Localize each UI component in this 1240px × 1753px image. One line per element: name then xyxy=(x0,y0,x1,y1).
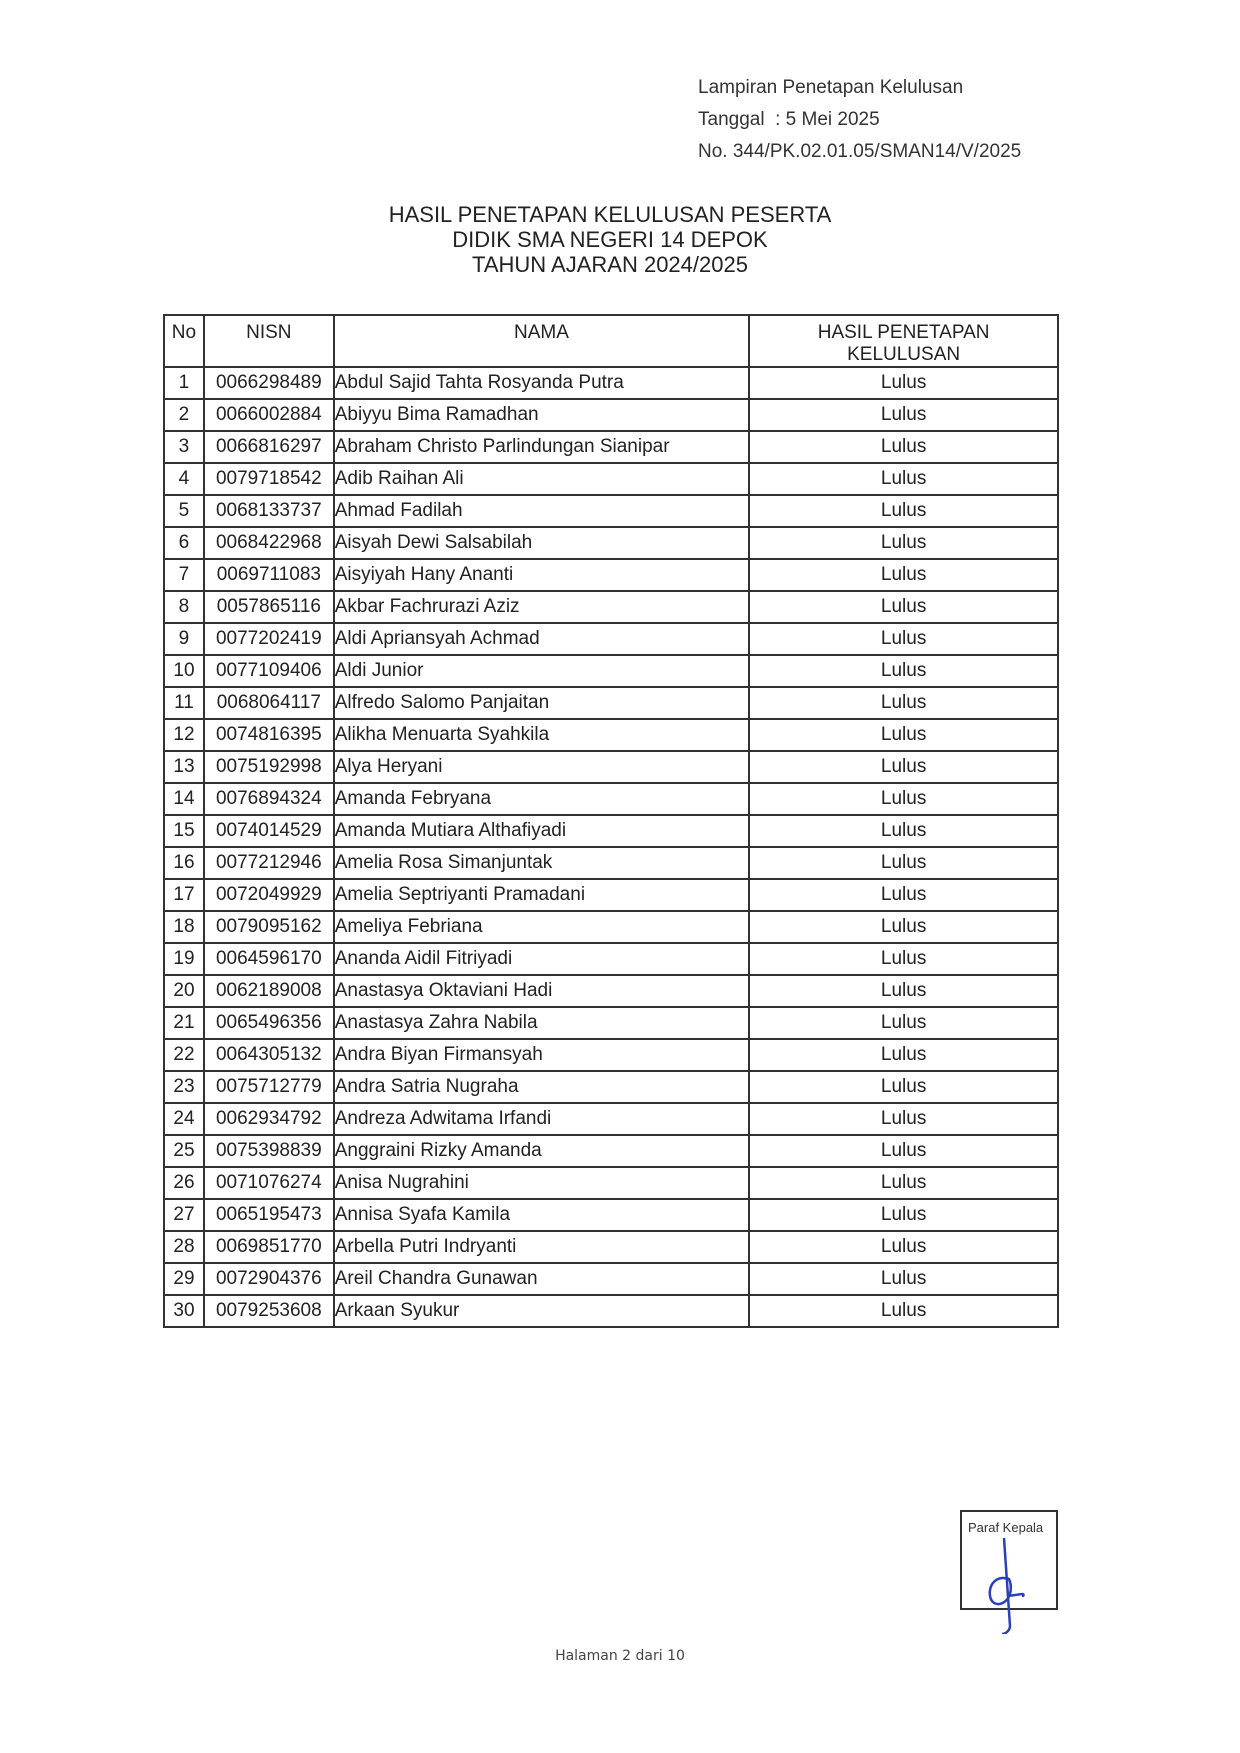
cell-no: 2 xyxy=(164,399,204,431)
cell-nisn: 0077212946 xyxy=(204,847,334,879)
table-row xyxy=(164,879,1058,911)
cell-nama: Annisa Syafa Kamila xyxy=(334,1199,749,1231)
table-row xyxy=(164,719,1058,751)
cell-nisn: 0065195473 xyxy=(204,1199,334,1231)
cell-nisn: 0077202419 xyxy=(204,623,334,655)
cell-nisn: 0065496356 xyxy=(204,1007,334,1039)
date-line: Tanggal : 5 Mei 2025 xyxy=(698,109,880,130)
cell-nama: Abraham Christo Parlindungan Sianipar xyxy=(334,431,749,463)
cell-no: 11 xyxy=(164,687,204,719)
cell-nisn: 0072049929 xyxy=(204,879,334,911)
cell-no: 16 xyxy=(164,847,204,879)
cell-nama: Abiyyu Bima Ramadhan xyxy=(334,399,749,431)
reference-block xyxy=(698,72,1021,168)
cell-nama: Andra Biyan Firmansyah xyxy=(334,1039,749,1071)
cell-nisn: 0068064117 xyxy=(204,687,334,719)
cell-result: Lulus xyxy=(749,1263,1058,1295)
cell-result: Lulus xyxy=(749,463,1058,495)
cell-nama: Andra Satria Nugraha xyxy=(334,1071,749,1103)
cell-no: 14 xyxy=(164,783,204,815)
table-row xyxy=(164,1039,1058,1071)
table-row xyxy=(164,463,1058,495)
cell-nama: Amanda Febryana xyxy=(334,783,749,815)
cell-result: Lulus xyxy=(749,815,1058,847)
cell-no: 27 xyxy=(164,1199,204,1231)
cell-result: Lulus xyxy=(749,1199,1058,1231)
cell-nisn: 0074816395 xyxy=(204,719,334,751)
cell-no: 9 xyxy=(164,623,204,655)
cell-result: Lulus xyxy=(749,367,1058,399)
table-row xyxy=(164,1295,1058,1327)
cell-no: 20 xyxy=(164,975,204,1007)
cell-result: Lulus xyxy=(749,783,1058,815)
table-row xyxy=(164,431,1058,463)
cell-nama: Amanda Mutiara Althafiyadi xyxy=(334,815,749,847)
cell-nisn: 0075712779 xyxy=(204,1071,334,1103)
cell-nisn: 0077109406 xyxy=(204,655,334,687)
cell-no: 25 xyxy=(164,1135,204,1167)
cell-nisn: 0064305132 xyxy=(204,1039,334,1071)
title-line-3: TAHUN AJARAN 2024/2025 xyxy=(472,252,748,277)
cell-result: Lulus xyxy=(749,431,1058,463)
cell-nama: Aldi Junior xyxy=(334,655,749,687)
cell-nisn: 0069711083 xyxy=(204,559,334,591)
cell-result: Lulus xyxy=(749,751,1058,783)
cell-result: Lulus xyxy=(749,655,1058,687)
cell-no: 28 xyxy=(164,1231,204,1263)
cell-nisn: 0066298489 xyxy=(204,367,334,399)
table-row xyxy=(164,1199,1058,1231)
cell-nama: Anastasya Zahra Nabila xyxy=(334,1007,749,1039)
cell-nisn: 0079095162 xyxy=(204,911,334,943)
cell-result: Lulus xyxy=(749,879,1058,911)
cell-nama: Amelia Rosa Simanjuntak xyxy=(334,847,749,879)
table-row xyxy=(164,1103,1058,1135)
table-row xyxy=(164,495,1058,527)
title-line-2: DIDIK SMA NEGERI 14 DEPOK xyxy=(452,227,768,252)
table-row xyxy=(164,911,1058,943)
table-row xyxy=(164,655,1058,687)
table-row xyxy=(164,783,1058,815)
cell-nama: Abdul Sajid Tahta Rosyanda Putra xyxy=(334,367,749,399)
cell-nama: Ananda Aidil Fitriyadi xyxy=(334,943,749,975)
table-header-row xyxy=(164,315,1058,367)
cell-no: 18 xyxy=(164,911,204,943)
header-result xyxy=(749,315,1058,367)
cell-result: Lulus xyxy=(749,975,1058,1007)
cell-result: Lulus xyxy=(749,1103,1058,1135)
cell-result: Lulus xyxy=(749,559,1058,591)
cell-result: Lulus xyxy=(749,1071,1058,1103)
cell-nama: Akbar Fachrurazi Aziz xyxy=(334,591,749,623)
cell-nisn: 0064596170 xyxy=(204,943,334,975)
cell-no: 3 xyxy=(164,431,204,463)
cell-no: 17 xyxy=(164,879,204,911)
cell-nama: Anggraini Rizky Amanda xyxy=(334,1135,749,1167)
table-row xyxy=(164,559,1058,591)
cell-nama: Arbella Putri Indryanti xyxy=(334,1231,749,1263)
cell-nama: Aisyah Dewi Salsabilah xyxy=(334,527,749,559)
cell-nisn: 0068133737 xyxy=(204,495,334,527)
cell-result: Lulus xyxy=(749,623,1058,655)
table-row xyxy=(164,1071,1058,1103)
cell-nisn: 0075192998 xyxy=(204,751,334,783)
cell-no: 15 xyxy=(164,815,204,847)
cell-nama: Andreza Adwitama Irfandi xyxy=(334,1103,749,1135)
signature-icon xyxy=(972,1534,1052,1634)
cell-nama: Anisa Nugrahini xyxy=(334,1167,749,1199)
cell-result: Lulus xyxy=(749,591,1058,623)
title-line-1: HASIL PENETAPAN KELULUSAN PESERTA xyxy=(388,202,832,227)
table-row xyxy=(164,1231,1058,1263)
cell-no: 6 xyxy=(164,527,204,559)
cell-nama: Areil Chandra Gunawan xyxy=(334,1263,749,1295)
cell-no: 7 xyxy=(164,559,204,591)
table-row xyxy=(164,367,1058,399)
table-row xyxy=(164,1167,1058,1199)
attachment-label: Lampiran Penetapan Kelulusan xyxy=(698,77,964,98)
cell-result: Lulus xyxy=(749,1039,1058,1071)
table-row xyxy=(164,399,1058,431)
header-result-line-2: KELULUSAN xyxy=(847,344,961,365)
table-row xyxy=(164,943,1058,975)
cell-result: Lulus xyxy=(749,527,1058,559)
cell-no: 23 xyxy=(164,1071,204,1103)
table-row xyxy=(164,1007,1058,1039)
cell-nisn: 0066816297 xyxy=(204,431,334,463)
graduation-table xyxy=(163,314,1059,1328)
table-row xyxy=(164,847,1058,879)
table-row xyxy=(164,751,1058,783)
document-number: No. 344/PK.02.01.05/SMAN14/V/2025 xyxy=(698,141,1022,162)
cell-nisn: 0062189008 xyxy=(204,975,334,1007)
cell-nama: Alikha Menuarta Syahkila xyxy=(334,719,749,751)
cell-nisn: 0069851770 xyxy=(204,1231,334,1263)
table-row xyxy=(164,1135,1058,1167)
cell-no: 26 xyxy=(164,1167,204,1199)
cell-result: Lulus xyxy=(749,399,1058,431)
table-row xyxy=(164,527,1058,559)
cell-no: 8 xyxy=(164,591,204,623)
cell-no: 1 xyxy=(164,367,204,399)
table-row xyxy=(164,815,1058,847)
cell-nisn: 0062934792 xyxy=(204,1103,334,1135)
cell-nama: Adib Raihan Ali xyxy=(334,463,749,495)
cell-nama: Ahmad Fadilah xyxy=(334,495,749,527)
cell-no: 12 xyxy=(164,719,204,751)
cell-nisn: 0079253608 xyxy=(204,1295,334,1327)
cell-nama: Anastasya Oktaviani Hadi xyxy=(334,975,749,1007)
cell-nisn: 0075398839 xyxy=(204,1135,334,1167)
cell-nisn: 0072904376 xyxy=(204,1263,334,1295)
cell-no: 22 xyxy=(164,1039,204,1071)
cell-nisn: 0057865116 xyxy=(204,591,334,623)
cell-no: 30 xyxy=(164,1295,204,1327)
cell-no: 19 xyxy=(164,943,204,975)
cell-nama: Arkaan Syukur xyxy=(334,1295,749,1327)
cell-nisn: 0068422968 xyxy=(204,527,334,559)
cell-result: Lulus xyxy=(749,1135,1058,1167)
initial-label: Paraf Kepala xyxy=(968,1520,1044,1535)
cell-nisn: 0076894324 xyxy=(204,783,334,815)
cell-result: Lulus xyxy=(749,847,1058,879)
table-row xyxy=(164,1263,1058,1295)
cell-nama: Aldi Apriansyah Achmad xyxy=(334,623,749,655)
cell-result: Lulus xyxy=(749,687,1058,719)
cell-no: 24 xyxy=(164,1103,204,1135)
table-row xyxy=(164,687,1058,719)
initial-box xyxy=(960,1510,1058,1610)
page-indicator: Halaman 2 dari 10 xyxy=(555,1648,685,1664)
cell-result: Lulus xyxy=(749,943,1058,975)
header-result-line-1: HASIL PENETAPAN xyxy=(817,322,990,343)
cell-nisn: 0074014529 xyxy=(204,815,334,847)
cell-result: Lulus xyxy=(749,1295,1058,1327)
header-no: No xyxy=(164,315,204,367)
cell-result: Lulus xyxy=(749,1167,1058,1199)
cell-result: Lulus xyxy=(749,1007,1058,1039)
cell-nama: Alfredo Salomo Panjaitan xyxy=(334,687,749,719)
header-nama: NAMA xyxy=(334,315,749,367)
cell-nisn: 0079718542 xyxy=(204,463,334,495)
cell-nisn: 0066002884 xyxy=(204,399,334,431)
cell-result: Lulus xyxy=(749,719,1058,751)
cell-no: 13 xyxy=(164,751,204,783)
cell-no: 21 xyxy=(164,1007,204,1039)
cell-result: Lulus xyxy=(749,911,1058,943)
table-row xyxy=(164,623,1058,655)
cell-result: Lulus xyxy=(749,1231,1058,1263)
cell-nama: Aisyiyah Hany Ananti xyxy=(334,559,749,591)
cell-no: 4 xyxy=(164,463,204,495)
cell-no: 29 xyxy=(164,1263,204,1295)
cell-no: 10 xyxy=(164,655,204,687)
cell-nisn: 0071076274 xyxy=(204,1167,334,1199)
cell-nama: Ameliya Febriana xyxy=(334,911,749,943)
cell-nama: Alya Heryani xyxy=(334,751,749,783)
cell-nama: Amelia Septriyanti Pramadani xyxy=(334,879,749,911)
table-row xyxy=(164,591,1058,623)
document-title xyxy=(300,202,920,277)
cell-result: Lulus xyxy=(749,495,1058,527)
header-nisn: NISN xyxy=(204,315,334,367)
table-row xyxy=(164,975,1058,1007)
cell-no: 5 xyxy=(164,495,204,527)
